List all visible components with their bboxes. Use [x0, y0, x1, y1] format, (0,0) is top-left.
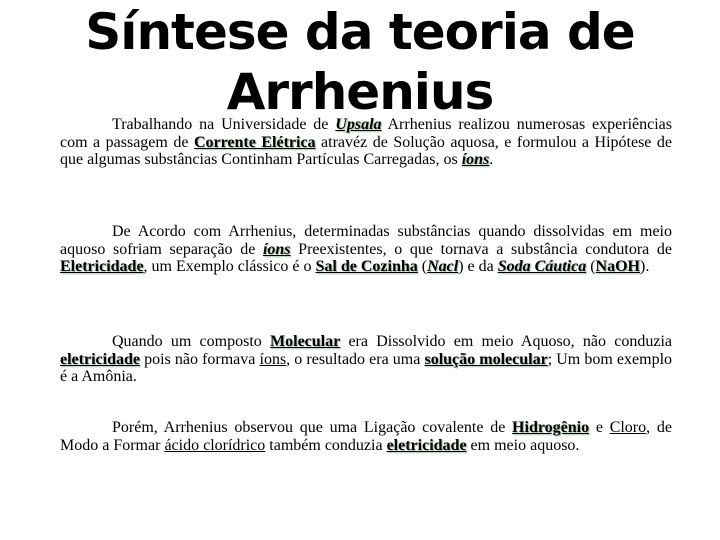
link-oh[interactable]: OH: [615, 258, 640, 275]
p2-text-5: ) e da: [458, 258, 498, 275]
paragraph-4: [60, 419, 672, 454]
p2-text-3: , um Exemplo clássico é o: [143, 258, 316, 275]
link-hidrogenio[interactable]: Hidrogênio: [512, 419, 590, 436]
link-soda-cautica[interactable]: Soda Cáutica: [497, 258, 587, 275]
p4-text-4: também conduzia: [265, 436, 387, 454]
link-sal-de-cozinha[interactable]: Sal de Cozinha: [315, 258, 418, 275]
p4-text-1: Porém, Arrhenius observou que uma Ligação covalente de: [112, 419, 513, 436]
link-nacl[interactable]: Nacl: [427, 258, 459, 275]
link-molecular[interactable]: Molecular: [270, 333, 341, 350]
p2-text-6: (: [586, 258, 596, 275]
p3-text-4: , o resultado era uma: [286, 350, 425, 368]
p1-text-3: atravéz de Solução aquosa, e formulou a Hipótese de que algumas substâncias Continham Partículas Carregadas, os: [60, 133, 673, 168]
paragraph-3: [60, 333, 672, 386]
p2-text-1: De Acordo com Arrhenius, determinadas substâncias quando dissolvidas em meio aquoso sofriam separação de: [60, 223, 672, 258]
link-acido-cloridrico[interactable]: ácido clorídrico: [164, 436, 266, 454]
link-solucao-molecular[interactable]: solução molecular: [424, 350, 548, 368]
paragraph-1: [60, 116, 672, 169]
p1-text-1: Trabalhando na Universidade de: [112, 116, 336, 133]
p4-text-2: e: [589, 419, 610, 436]
p2-text-2: Preexistentes, o que tornava a substância condutora de: [290, 240, 673, 258]
link-eletricidade[interactable]: Eletricidade: [60, 258, 144, 275]
p3-text-1: Quando um composto: [112, 333, 271, 350]
p1-text-4: .: [489, 151, 494, 168]
link-cloro[interactable]: Cloro: [609, 419, 647, 436]
link-na[interactable]: Na: [595, 258, 616, 275]
p1-text-2: Arrhenius realizou numerosas experiências com a passagem de: [60, 116, 672, 151]
link-corrente-eletrica[interactable]: Corrente Elétrica: [193, 133, 316, 151]
p4-text-3: , de Modo a Formar: [60, 419, 672, 454]
p2-text-7: ).: [639, 258, 650, 275]
link-upsala[interactable]: Upsala: [335, 116, 382, 133]
p3-text-5: ; Um bom exemplo é a Amônia.: [60, 350, 673, 385]
p3-text-2: era Dissolvido em meio Aquoso, não conduzia: [340, 333, 672, 350]
link-eletricidade[interactable]: eletricidade: [60, 350, 140, 368]
p3-text-3: pois não formava: [139, 350, 260, 368]
link-ions[interactable]: íons: [259, 350, 287, 368]
link-eletricidade[interactable]: eletricidade: [386, 436, 467, 454]
link-ions[interactable]: íons: [262, 240, 291, 258]
link-ions[interactable]: íons: [461, 151, 490, 168]
p4-text-5: em meio aquoso.: [466, 436, 580, 454]
paragraph-2: [60, 223, 672, 276]
page-title: Síntese da teoria de Arrhenius: [85, 3, 635, 121]
p2-text-4: (: [417, 258, 428, 275]
